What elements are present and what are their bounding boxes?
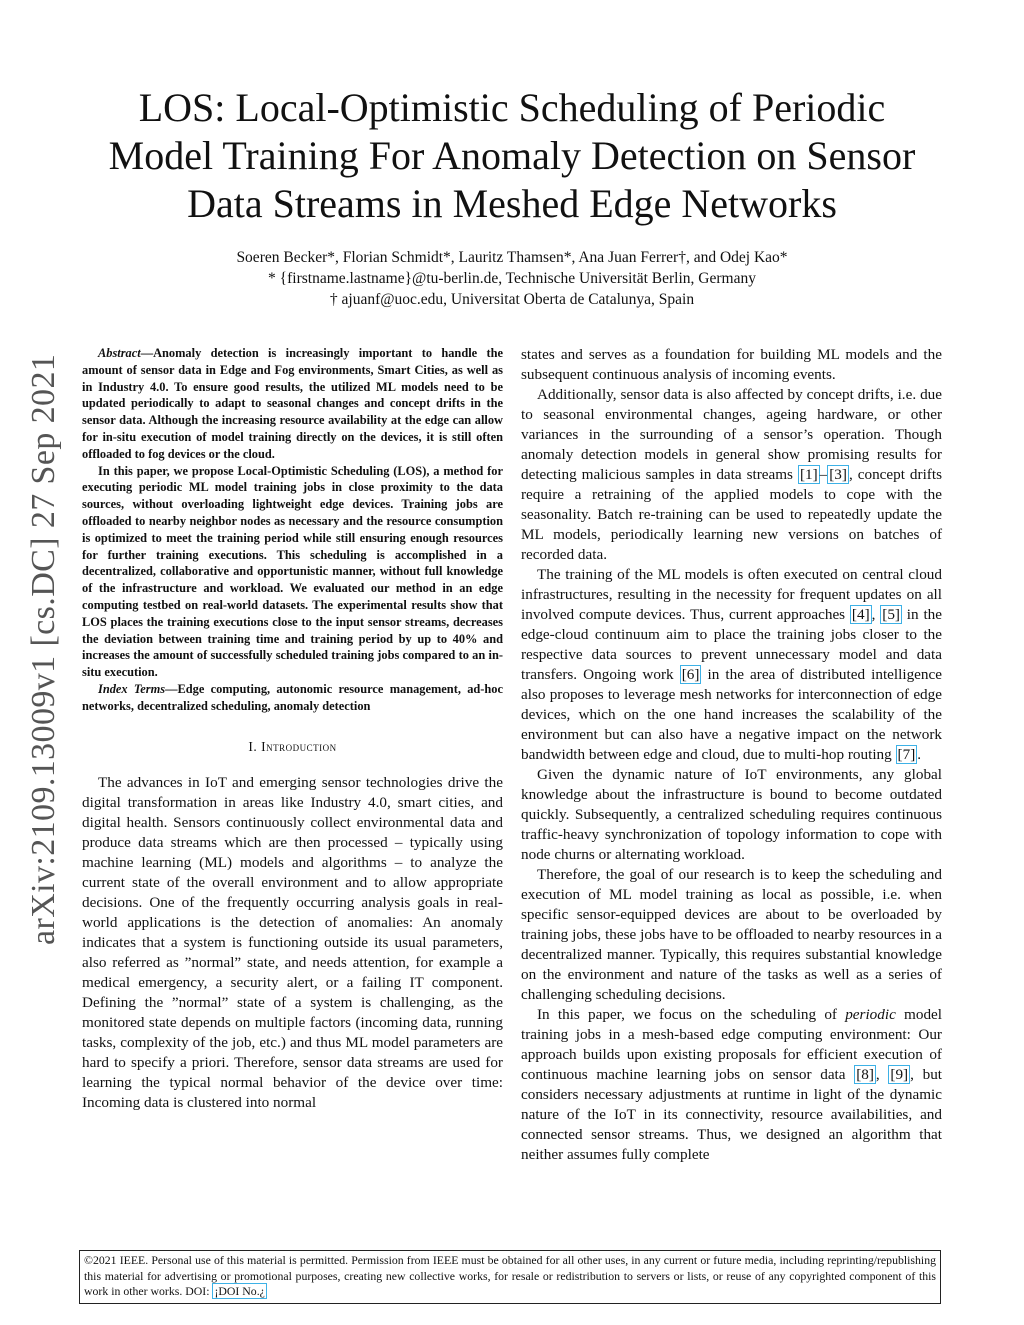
abstract-paragraph: [82, 345, 503, 463]
citation-link[interactable]: [7]: [897, 746, 916, 763]
doi-link[interactable]: ¡DOI No.¿: [214, 1284, 265, 1298]
text-run: Additionally, sensor data is also affected by concept drifts, i.e. due to seasonal environmental changes, ageing hardware, or other variances in the surrounding of a sensor’s operation. Though anomaly detection models in general show promising results for detecting malicious samples in data streams: [521, 386, 942, 483]
index-terms: [82, 681, 503, 715]
abstract-label: Abstract: [98, 346, 141, 360]
title-line: Model Training For Anomaly Detection on Sensor: [108, 133, 916, 178]
index-terms-label: Index Terms: [98, 681, 166, 696]
affiliation-tu-berlin: * {firstname.lastname}@tu-berlin.de, Technische Universität Berlin, Germany: [268, 270, 756, 287]
body-paragraph: states and serves as a foundation for building ML models and the subsequent continuous analysis of incoming events.: [521, 346, 942, 383]
introduction-body: [82, 773, 503, 1113]
text-run: in the edge-cloud continuum aim to place the training jobs closer to the respective data sources to prevent unnecessary model and data transfers. Ongoing work: [521, 606, 942, 683]
text-run: –: [819, 466, 828, 483]
text-run: , concept drifts require a retraining of the applied models to cope with the seasonality. Batch re-training can be used to repeatedly update the ML models, periodically learning new versions on batches of recorded data.: [521, 466, 942, 563]
citation-link[interactable]: [8]: [856, 1066, 874, 1083]
author-block: [60, 247, 964, 310]
citation-link[interactable]: [9]: [890, 1066, 909, 1083]
text-run: ,: [875, 1066, 889, 1083]
abstract-paragraph: In this paper, we propose Local-Optimistic Scheduling (LOS), a method for executing periodic ML model training jobs in close proximity to the data sources, without overloading lightweight edge devices. Training jobs are offloaded to nearby neighbor nodes as necessary and the resource consumption is optimized to meet the training period while still ensuring enough resources for further training executions. This scheduling is accomplished in a decentralized, collaborative and opportunistic manner, without full knowledge of the infrastructure and workload. We evaluated our method in an edge computing testbed on real-world datasets. The experimental results show that LOS places the training executions close to the input sensor streams, decreases the deviation between training time and training period by up to 40% and increases the amount of successfully scheduled training jobs compared to an in-situ execution.: [82, 463, 503, 680]
text-run: The training of the ML models is often executed on central cloud infrastructures, resulting in the necessity for frequent updates on all involved compute devices. Thus, current approaches: [521, 566, 942, 623]
left-column: [82, 345, 503, 1113]
paper-title: [60, 84, 964, 228]
emphasis: periodic: [845, 1006, 896, 1023]
text-run: , but considers necessary adjustments at runtime in light of the dynamic nature of the IoT in its connectivity, resource availabilities, and connected sensor streams. Thus, we designed an algorithm that neither assumes fully complete: [521, 1066, 943, 1163]
text-run: In this paper, we focus on the scheduling of: [537, 1006, 846, 1023]
index-terms-text: —Edge computing, autonomic resource management, ad-hoc networks, decentralized scheduling, anomaly detection: [82, 681, 503, 713]
citation-link[interactable]: [3]: [829, 466, 847, 483]
text-run: ,: [871, 606, 881, 623]
title-line: LOS: Local-Optimistic Scheduling of Periodic: [138, 85, 886, 130]
right-column: [521, 345, 942, 1165]
body-paragraph: [521, 1005, 942, 1165]
body-paragraph: Therefore, the goal of our research is to keep the scheduling and execution of ML model training as local as possible, i.e. when specific sensor-equipped devices are about to be overloaded by training jobs, these jobs have to be offloaded to nearby resources in a decentralized manner. Typically, this requires substantial knowledge on the environment and nature of the tasks as well as a series of challenging scheduling decisions.: [521, 866, 942, 1003]
copyright-notice: [79, 1250, 941, 1304]
text-run: .: [917, 746, 922, 763]
body-paragraph: [521, 385, 942, 565]
citation-link[interactable]: [1]: [799, 466, 818, 483]
arxiv-identifier: arXiv:2109.13009v1 [cs.DC] 27 Sep 2021: [25, 353, 62, 945]
section-number: I.: [248, 738, 258, 754]
text-run: model training jobs in a mesh-based edge computing environment: Our approach builds upon existing proposals for efficient execution of continuous machine learning jobs on sensor data: [521, 1006, 942, 1083]
section-title: Introduction: [261, 738, 337, 754]
abstract: [82, 345, 503, 715]
author-list: Soeren Becker*, Florian Schmidt*, Lauritz Thamsen*, Ana Juan Ferrer†, and Odej Kao*: [236, 249, 788, 266]
text-run: in the area of distributed intelligence also proposes to leverage mesh networks for interconnection of edge devices, which on the one hand increases the scalability of the environment but can also have a negative impact on the network bandwidth between edge and cloud, due to multi-hop routing: [521, 666, 942, 763]
citation-link[interactable]: [4]: [851, 606, 870, 623]
citation-link[interactable]: [6]: [681, 666, 700, 683]
citation-link[interactable]: [5]: [882, 606, 900, 623]
title-line: Data Streams in Meshed Edge Networks: [187, 181, 837, 226]
body-paragraph: The advances in IoT and emerging sensor technologies drive the digital transformation in areas like Industry 4.0, smart cities, and digital health. Sensors continuously collect environmental data and produce data streams which are then processed – typically using machine learning (ML) models and algorithms – to analyze the current state of the overall environment and to allow appropriate decisions. One of the frequently occurring analysis goals in real-world applications is the detection of anomalies: An anomaly indicates that a system is functioning outside its usual parameters, also referred as ”normal” state, and needs attention, for example a medical emergency, a security alert, or a failing IT component. Defining the ”normal” state of a system is challenging, as the monitored state depends on multiple factors (incoming data, running tasks, complexity of the job, etc.) and thus ML model parameters are hard to specify a priori. Therefore, sensor data streams are used for learning the typical normal behavior of the device over time: Incoming data is clustered into normal: [82, 773, 503, 1111]
affiliation-uoc: † ajuanf@uoc.edu, Universitat Oberta de Catalunya, Spain: [329, 291, 695, 308]
body-paragraph: Given the dynamic nature of IoT environments, any global knowledge about the infrastructure is bound to become outdated quickly. Subsequently, a centralized scheduling requires continuous traffic-heavy synchronization of topology information to cope with node churns or alternating workload.: [521, 766, 942, 863]
section-heading: [82, 739, 503, 755]
abstract-text: —Anomaly detection is increasingly important to handle the amount of sensor data in Edge and Fog environments, Smart Cities, as well as in Industry 4.0. To ensure good results, the utilized ML models need to be updated periodically to adapt to seasonal changes and concept drifts in the sensor data. Although the increasing resource availability at the edge can allow for in-situ execution of model training directly on the devices, it is still often offloaded to fog devices or the cloud.: [82, 346, 503, 461]
copyright-text: ©2021 IEEE. Personal use of this material is permitted. Permission from IEEE must be obtained for all other uses, in any current or future media, including reprinting/republishing this material for advertising or promotional purposes, creating new collective works, for resale or redistribution to servers or lists, or reuse of any copyrighted component of this work in other works. DOI:: [84, 1253, 936, 1298]
body-paragraph: [521, 565, 942, 765]
